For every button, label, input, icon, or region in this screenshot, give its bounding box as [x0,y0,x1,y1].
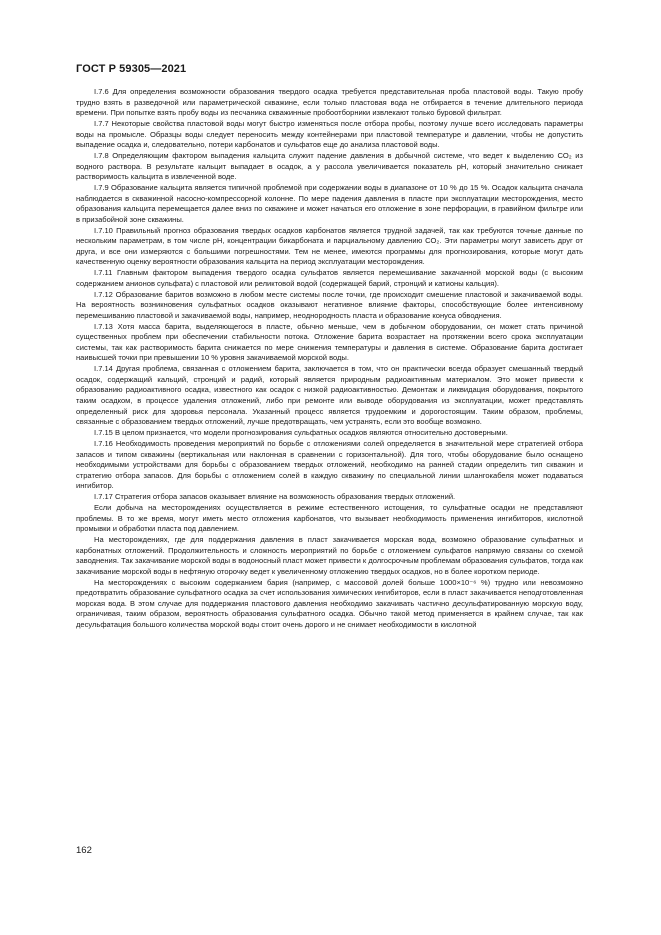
paragraph-i-7-9: I.7.9 Образование кальцита является типичной проблемой при содержании воды в диапазоне от 10 % до 15 %. Осадок кальцита сначала наблюдается в скважинной насосно-компрессорной колонне. По мере падения давления в пласте при эксплуатации месторождения, место образования кальцита перемещается далее вниз по скважине и может начаться его отложение в зоне перфорации, в гравийном фильтре или в призабойной зоне скважины. [76,183,583,224]
paragraph-i-7-15: I.7.15 В целом признается, что модели прогнозирования сульфатных осадков являются относительно достоверными. [94,428,508,438]
paragraph-i-7-14: I.7.14 Другая проблема, связанная с отложением барита, заключается в том, что он практически всегда образует смешанный твердый осадок, содержащий кальций, стронций и радий, который является природным радиоактивным материалом. Это может привести к образованию радиоактивного осадка, известного как осадок с низкой радиоактивностью. Демонтаж и ликвидация оборудования, покрытого таким осадком, в процессе удаления отложений, либо при ремонте или выводе оборудования из эксплуатации, может представлять определенный риск для здоровья персонала. Указанный процесс является трудоемким и дорогостоящим. Таким образом, проблемы, связанные с образованием твердых отложений, лучше предотвращать, чем устранять, если это вообще возможно. [76,364,583,427]
paragraph-i-7-8: I.7.8 Определяющим фактором выпадения кальцита служит падение давления в добычной системе, что ведет к выделению CO₂ из водного раствора. В результате кальцит выпадает в осадок, а у рассола увеличивается показатель pH, который значительно снижает растворимость кальцита в извлеченной воде. [76,151,583,182]
paragraph-i-7-13: I.7.13 Хотя масса барита, выделяющегося в пласте, обычно меньше, чем в добычном оборудовании, он может стать причиной существенных проблем при обеспечении стабильности потока. Отложение барита возрастает на протяжении всего срока эксплуатации системы, так как растворимость барита снижается по мере снижения температуры и давления в системе. Образование барита достигает наивысшей точки при превышении 10 % уровня закачиваемой морской воды. [76,321,583,363]
paragraph-i-7-7: I.7.7 Некоторые свойства пластовой воды могут быстро изменяться после отбора пробы, поэтому лучше всего исследовать параметры воды на промысле. Образцы воды следует переносить между контейнерами при пластовой температуре и давлении, чтобы не допустить выпадение осадка и, следовательно, потери карбонатов и сульфатов еще до анализа пластовой воды. [76,119,583,150]
paragraph-high-barium: На месторождениях с высоким содержанием бария (например, с массовой долей больше 1000×10⁻⁶ %) трудно или невозможно предотвратить образование сульфатного осадка за счет использования химических ингибиторов, если в пласт закачивается неподготовленная морская вода. В этом случае для поддержания пластового давления необходимо закачивать частично десульфатированную морскую воду, ограничивая, таким образом, вероятность образования сульфатного осадка. Обычно такой метод применяется в крайнем случае, так как десульфатация большого количества морской воды стоит очень дорого и не снимает необходимости в кислотной [76,577,583,629]
page-number: 162 [76,845,92,856]
paragraph-i-7-16: I.7.16 Необходимость проведения мероприятий по борьбе с отложениями солей определяется в значительной мере стратегией отбора запасов и типом скважины (вертикальная или наклонная в сравнении с горизонтальной). Для того, чтобы оборудование было оснащено необходимыми устройствами для борьбы с образованием твердых отложений, необходимо на ранней стадии определить тип скважин и стратегию отбора запасов. Для борьбы с отложением солей в каждую скважину по специальной линии шлангокабеля может подаваться ингибитор. [76,438,583,491]
paragraph-natural-depletion: Если добыча на месторождениях осуществляется в режиме естественного истощения, то сульфатные осадки не представляют проблемы. В то же время, могут иметь место отложения карбонатов, что вызывает необходимость применения ингибиторов, кислотной промывки и обработки пласта под давлением. [76,503,583,534]
paragraph-i-7-10: I.7.10 Правильный прогноз образования твердых осадков карбонатов является трудной задачей, так как требуются точные данные по нескольким параметрам, в том числе pH, концентрации бикарбоната и парциальному давлению CO₂. Эти параметры могут зависеть друг от друга, и все они измеряются с большими погрешностями. Тем не менее, имеются программы для прогнозирования, которые могут дать качественную оценку вероятности образования кальцита на период эксплуатации месторождения. [76,225,583,267]
paragraph-seawater-injection: На месторождениях, где для поддержания давления в пласт закачивается морская вода, возможно образование сульфатных и карбонатных отложений. Продолжительность и сложность мероприятий по борьбе с отложением сульфатов напрямую связаны со схемой заводнения. Так закачивание морской воды в водоносный пласт может привести к долгосрочным проблемам образования сульфатов, тогда как закачивание морской воды в нефтяную оторочку ведет к увеличенному отложению твердых осадков, но в более коротком периоде. [76,535,583,576]
paragraph-i-7-6: I.7.6 Для определения возможности образования твердого осадка требуется представительная проба пластовой воды. Такую пробу трудно взять в разведочной или параметрической скважине, если только пластовая вода не отбирается в течение длительного периода времени. При попытке взять пробу воды из песчаника скважинные пробоотборники извлекают только буровой фильтрат. [76,87,583,118]
body-text [76,87,583,630]
paragraph-i-7-17: I.7.17 Стратегия отбора запасов оказывает влияние на возможность образования твердых отложений. [94,492,456,502]
document-header: ГОСТ Р 59305—2021 [76,63,187,75]
paragraph-i-7-11: I.7.11 Главным фактором выпадения твердого осадка сульфатов является перемешивание закачанной морской воды (с высоким содержанием анионов сульфата) с пластовой или реликтовой водой (содержащей барий, стронций и катионы кальция). [76,268,583,288]
paragraph-i-7-12: I.7.12 Образование баритов возможно в любом месте системы после точки, где происходит смешение пластовой и закачиваемой воды. На вероятность возникновения сульфатных осадков оказывают негативное влияние факторы, способствующие более интенсивному перемешиванию пластовой и закачиваемой воды, например, неоднородность пласта и образование конуса обводнения. [76,289,583,320]
